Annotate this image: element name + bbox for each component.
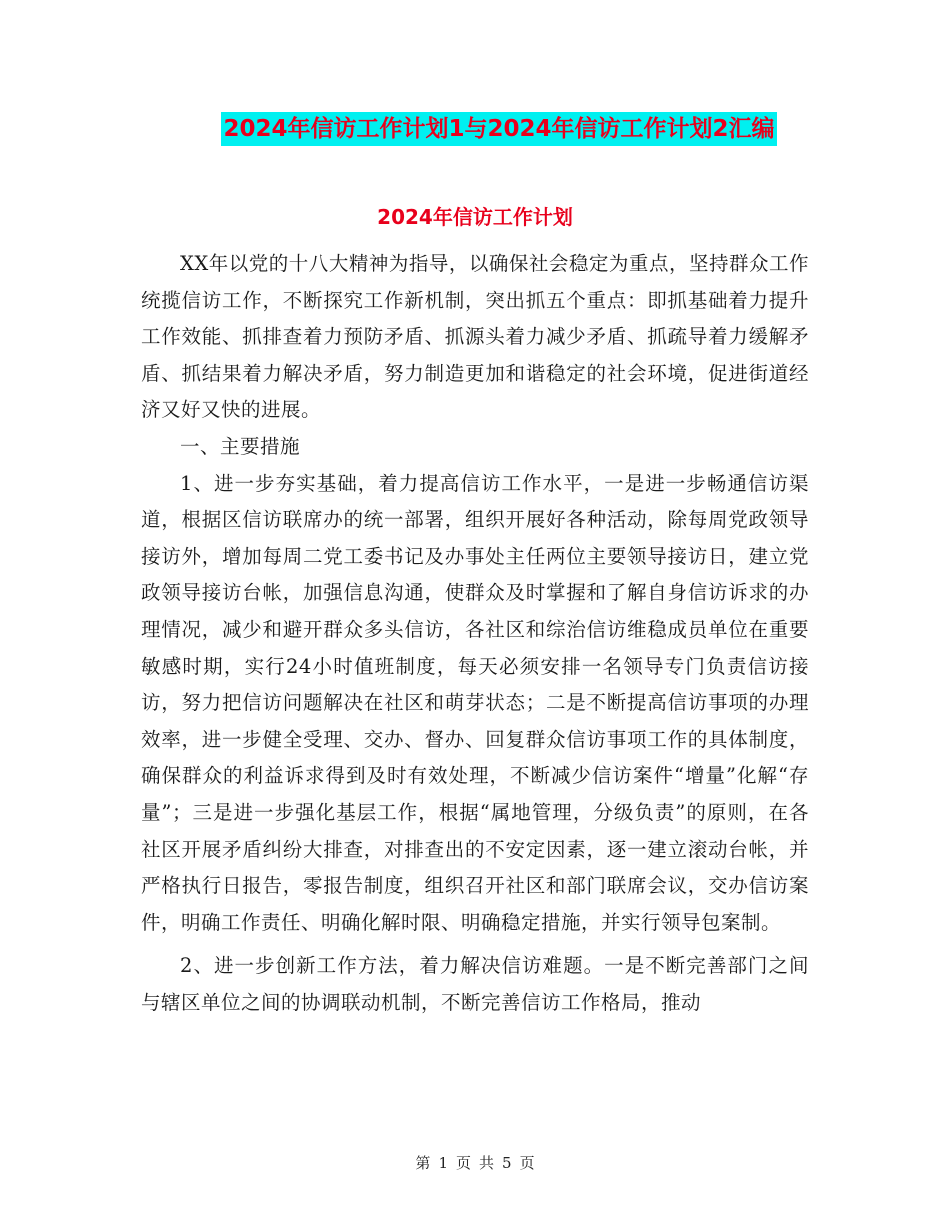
- document-body: [141, 246, 809, 1021]
- main-title-wrap: [0, 112, 950, 146]
- footer-page-word: 页: [455, 1154, 471, 1172]
- footer-total-pages: 5: [502, 1154, 512, 1172]
- footer-prefix: 第: [415, 1154, 431, 1172]
- footer-total-word: 共: [479, 1154, 495, 1172]
- footer-suffix: 页: [519, 1154, 535, 1172]
- section-title: 2024年信访工作计划: [377, 205, 573, 229]
- paragraph-heading-measures: 一、主要措施: [180, 434, 301, 458]
- paragraph-measure-2: 2、进一步创新工作方法，着力解决信访难题。一是不断完善部门之间与辖区单位之间的协调联动机制，不断完善信访工作格局，推动: [141, 954, 809, 1014]
- main-title: 2024年信访工作计划1与2024年信访工作计划2汇编: [221, 112, 776, 146]
- footer-page-number: 1: [438, 1154, 448, 1172]
- page-footer: [0, 1152, 950, 1173]
- paragraph-intro: XX年以党的十八大精神为指导，以确保社会稳定为重点，坚持群众工作统揽信访工作，不断探究工作新机制，突出抓五个重点：即抓基础着力提升工作效能、抓排查着力预防矛盾、抓源头着力减少矛盾、抓疏导着力缓解矛盾、抓结果着力解决矛盾，努力制造更加和谐稳定的社会环境，促进街道经济又好又快的进展。: [141, 252, 809, 422]
- paragraph-measure-1: 1、进一步夯实基础，着力提高信访工作水平，一是进一步畅通信访渠道，根据区信访联席办的统一部署，组织开展好各种活动，除每周党政领导接访外，增加每周二党工委书记及办事处主任两位主要领导接访日，建立党政领导接访台帐，加强信息沟通，使群众及时掌握和了解自身信访诉求的办理情况，减少和避开群众多头信访，各社区和综治信访维稳成员单位在重要敏感时期，实行24小时值班制度，每天必须安排一名领导专门负责信访接访，努力把信访问题解决在社区和萌芽状态；二是不断提高信访事项的办理效率，进一步健全受理、交办、督办、回复群众信访事项工作的具体制度，确保群众的利益诉求得到及时有效处理，不断减少信访案件“增量”化解“存量”；三是进一步强化基层工作，根据“属地管理，分级负责”的原则，在各社区开展矛盾纠纷大排查，对排查出的不安定因素，逐一建立滚动台帐，并严格执行日报告，零报告制度，组织召开社区和部门联席会议，交办信访案件，明确工作责任、明确化解时限、明确稳定措施，并实行领导包案制。: [141, 471, 809, 934]
